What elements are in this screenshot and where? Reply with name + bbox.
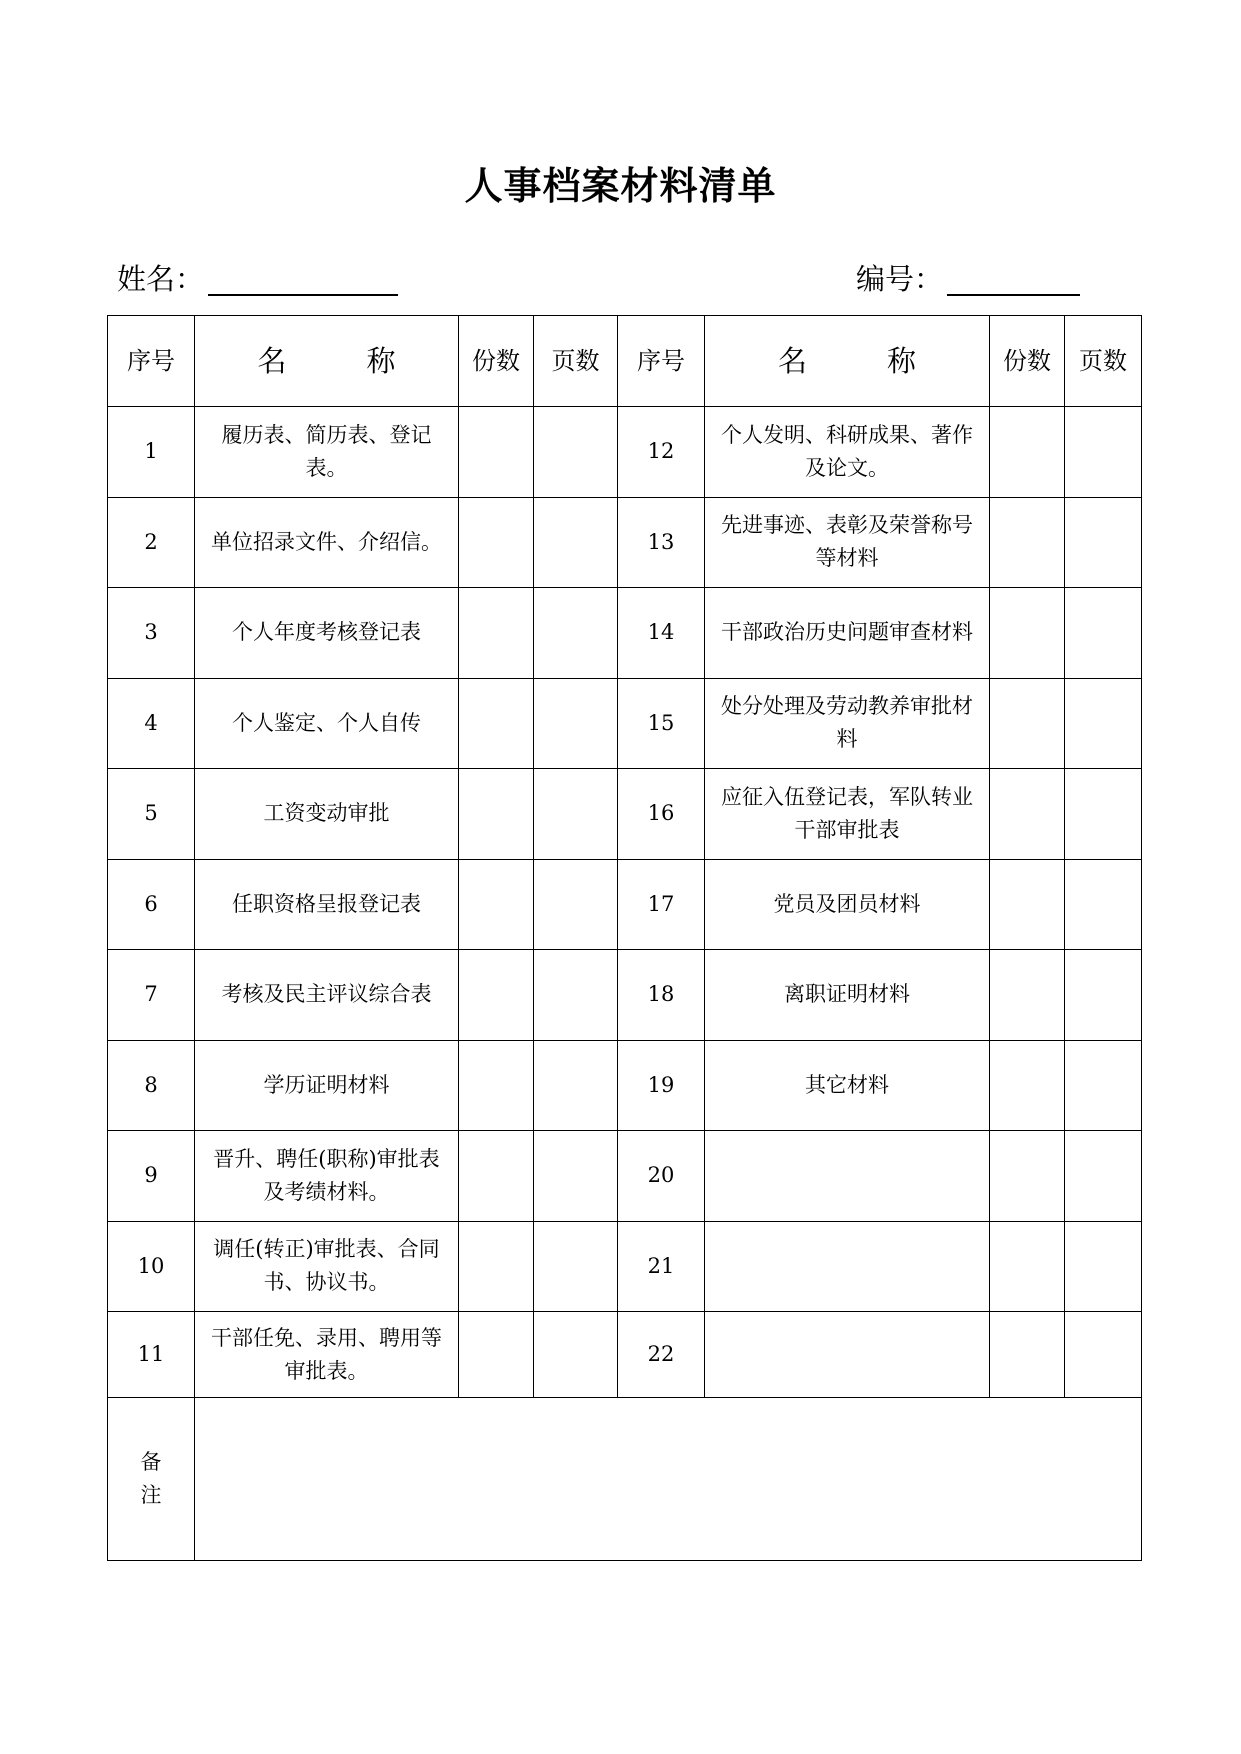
left-name-cell: 个人年度考核登记表	[195, 588, 459, 679]
left-seq-cell: 1	[108, 407, 195, 498]
left-copies-cell[interactable]	[459, 407, 534, 498]
left-seq-cell: 6	[108, 859, 195, 950]
name-blank-line[interactable]	[208, 264, 398, 296]
left-copies-cell[interactable]	[459, 497, 534, 588]
header-name-left-char1: 名	[257, 343, 287, 378]
number-field	[856, 262, 1080, 296]
left-name-cell: 调任(转正)审批表、合同书、协议书。	[195, 1221, 459, 1312]
left-pages-cell[interactable]	[534, 1131, 618, 1222]
left-pages-cell[interactable]	[534, 407, 618, 498]
left-pages-cell[interactable]	[534, 859, 618, 950]
table-header-row	[108, 316, 1142, 407]
left-seq-cell: 9	[108, 1131, 195, 1222]
header-name-left-char2: 称	[366, 343, 396, 378]
right-copies-cell[interactable]	[990, 950, 1065, 1041]
left-seq-cell: 4	[108, 678, 195, 769]
right-copies-cell[interactable]	[990, 678, 1065, 769]
table-row	[108, 859, 1142, 950]
header-name-left	[195, 316, 459, 407]
remarks-row	[108, 1398, 1142, 1561]
right-pages-cell[interactable]	[1065, 769, 1142, 860]
left-pages-cell[interactable]	[534, 588, 618, 679]
left-copies-cell[interactable]	[459, 1312, 534, 1398]
left-name-cell: 考核及民主评议综合表	[195, 950, 459, 1041]
right-seq-cell: 12	[618, 407, 705, 498]
right-name-cell	[705, 1221, 990, 1312]
right-copies-cell[interactable]	[990, 1221, 1065, 1312]
right-seq-cell: 18	[618, 950, 705, 1041]
remarks-label-char2: 注	[140, 1483, 162, 1507]
table-row	[108, 497, 1142, 588]
left-pages-cell[interactable]	[534, 1221, 618, 1312]
right-copies-cell[interactable]	[990, 859, 1065, 950]
right-copies-cell[interactable]	[990, 497, 1065, 588]
left-pages-cell[interactable]	[534, 1312, 618, 1398]
table-row	[108, 769, 1142, 860]
remarks-label	[108, 1398, 195, 1561]
right-copies-cell[interactable]	[990, 1040, 1065, 1131]
left-copies-cell[interactable]	[459, 859, 534, 950]
header-name-right-char1: 名	[777, 343, 807, 378]
right-pages-cell[interactable]	[1065, 407, 1142, 498]
left-name-cell: 单位招录文件、介绍信。	[195, 497, 459, 588]
right-copies-cell[interactable]	[990, 1312, 1065, 1398]
right-name-cell: 党员及团员材料	[705, 859, 990, 950]
table-row	[108, 1040, 1142, 1131]
header-pages-right: 页数	[1065, 316, 1142, 407]
left-name-cell: 工资变动审批	[195, 769, 459, 860]
right-seq-cell: 20	[618, 1131, 705, 1222]
page-title: 人事档案材料清单	[464, 163, 777, 208]
right-name-cell: 应征入伍登记表，军队转业干部审批表	[705, 769, 990, 860]
table-row	[108, 407, 1142, 498]
remarks-content-cell[interactable]	[195, 1398, 1142, 1561]
left-seq-cell: 7	[108, 950, 195, 1041]
right-name-cell	[705, 1131, 990, 1222]
table-row	[108, 1312, 1142, 1398]
table-row	[108, 678, 1142, 769]
left-seq-cell: 3	[108, 588, 195, 679]
left-name-cell: 履历表、简历表、登记表。	[195, 407, 459, 498]
header-copies-left: 份数	[459, 316, 534, 407]
right-seq-cell: 13	[618, 497, 705, 588]
header-name-right-char2: 称	[887, 343, 917, 378]
left-copies-cell[interactable]	[459, 1221, 534, 1312]
remarks-label-char1: 备	[140, 1450, 162, 1474]
left-seq-cell: 10	[108, 1221, 195, 1312]
right-copies-cell[interactable]	[990, 1131, 1065, 1222]
right-seq-cell: 15	[618, 678, 705, 769]
left-seq-cell: 8	[108, 1040, 195, 1131]
right-name-cell: 离职证明材料	[705, 950, 990, 1041]
right-name-cell: 干部政治历史问题审查材料	[705, 588, 990, 679]
right-name-cell: 其它材料	[705, 1040, 990, 1131]
right-pages-cell[interactable]	[1065, 1312, 1142, 1398]
left-seq-cell: 5	[108, 769, 195, 860]
number-label: 编号：	[856, 262, 944, 296]
right-seq-cell: 17	[618, 859, 705, 950]
header-pages-left: 页数	[534, 316, 618, 407]
right-seq-cell: 22	[618, 1312, 705, 1398]
left-copies-cell[interactable]	[459, 588, 534, 679]
left-copies-cell[interactable]	[459, 950, 534, 1041]
left-name-cell: 个人鉴定、个人自传	[195, 678, 459, 769]
header-copies-right: 份数	[990, 316, 1065, 407]
name-field	[117, 262, 398, 296]
right-copies-cell[interactable]	[990, 407, 1065, 498]
left-pages-cell[interactable]	[534, 678, 618, 769]
right-pages-cell[interactable]	[1065, 678, 1142, 769]
right-name-cell: 个人发明、科研成果、著作及论文。	[705, 407, 990, 498]
name-label: 姓名：	[117, 262, 205, 296]
left-pages-cell[interactable]	[534, 497, 618, 588]
right-pages-cell[interactable]	[1065, 859, 1142, 950]
left-pages-cell[interactable]	[534, 769, 618, 860]
right-seq-cell: 21	[618, 1221, 705, 1312]
right-pages-cell[interactable]	[1065, 950, 1142, 1041]
left-name-cell: 学历证明材料	[195, 1040, 459, 1131]
right-copies-cell[interactable]	[990, 769, 1065, 860]
number-blank-line[interactable]	[947, 264, 1080, 296]
left-copies-cell[interactable]	[459, 1131, 534, 1222]
left-pages-cell[interactable]	[534, 1040, 618, 1131]
right-name-cell: 处分处理及劳动教养审批材料	[705, 678, 990, 769]
left-copies-cell[interactable]	[459, 769, 534, 860]
materials-table	[107, 315, 1142, 1561]
left-pages-cell[interactable]	[534, 950, 618, 1041]
left-name-cell: 任职资格呈报登记表	[195, 859, 459, 950]
left-copies-cell[interactable]	[459, 1040, 534, 1131]
left-seq-cell: 2	[108, 497, 195, 588]
right-seq-cell: 19	[618, 1040, 705, 1131]
header-seq-right: 序号	[618, 316, 705, 407]
left-copies-cell[interactable]	[459, 678, 534, 769]
header-seq-left: 序号	[108, 316, 195, 407]
table-row	[108, 1221, 1142, 1312]
right-name-cell: 先进事迹、表彰及荣誉称号等材料	[705, 497, 990, 588]
right-seq-cell: 14	[618, 588, 705, 679]
left-name-cell: 干部任免、录用、聘用等审批表。	[195, 1312, 459, 1398]
right-pages-cell[interactable]	[1065, 1040, 1142, 1131]
right-copies-cell[interactable]	[990, 588, 1065, 679]
right-pages-cell[interactable]	[1065, 1221, 1142, 1312]
table-row	[108, 950, 1142, 1041]
right-pages-cell[interactable]	[1065, 1131, 1142, 1222]
right-seq-cell: 16	[618, 769, 705, 860]
left-name-cell: 晋升、聘任(职称)审批表及考绩材料。	[195, 1131, 459, 1222]
header-name-right	[705, 316, 990, 407]
table-row	[108, 588, 1142, 679]
table-row	[108, 1131, 1142, 1222]
right-pages-cell[interactable]	[1065, 588, 1142, 679]
left-seq-cell: 11	[108, 1312, 195, 1398]
right-pages-cell[interactable]	[1065, 497, 1142, 588]
right-name-cell	[705, 1312, 990, 1398]
